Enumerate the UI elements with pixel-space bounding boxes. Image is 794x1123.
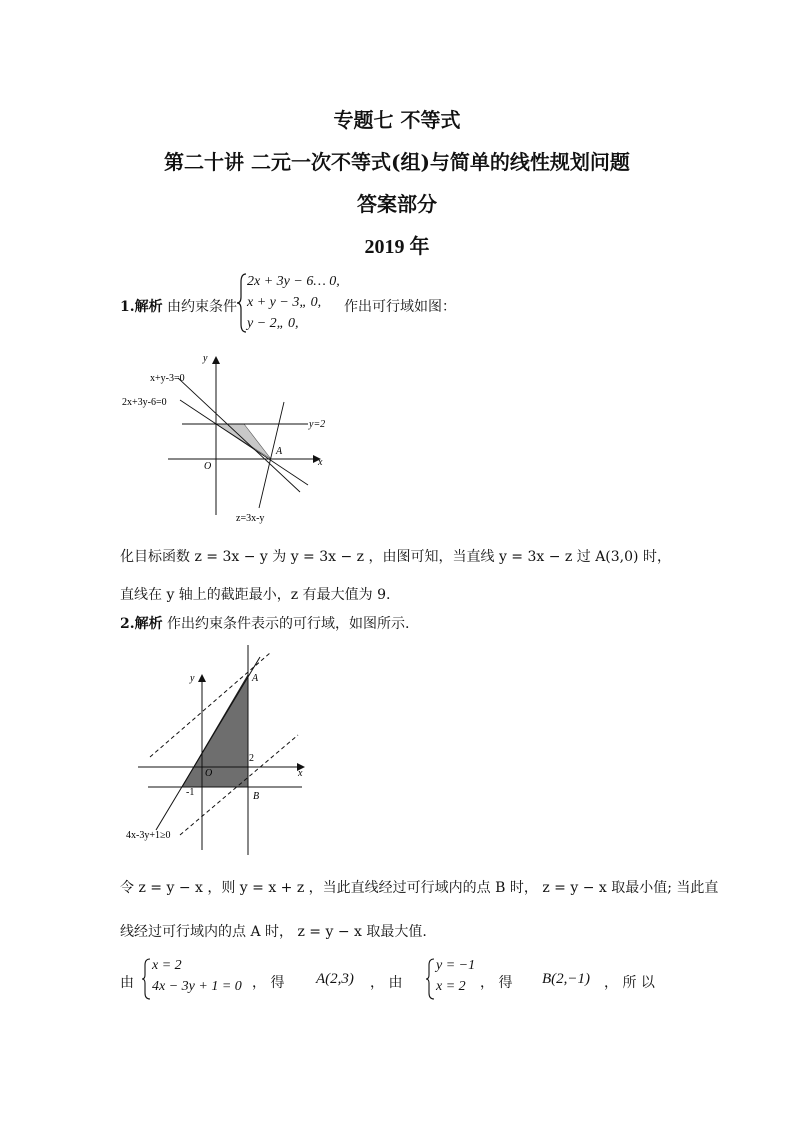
- problem2-text1: 令 z = y − x ，则 y = x + z ，当此直线经过可行域内的点 B 时， z = y − x 取最小值; 当此直: [120, 880, 719, 896]
- label-line2: 2x+3y-6=0: [122, 397, 167, 408]
- sys1-line1: x = 2: [152, 958, 182, 973]
- label-y: y: [203, 353, 208, 364]
- brace-icon: [425, 957, 435, 1001]
- problem2-intro: 作出约束条件表示的可行域，如图所示.: [167, 616, 410, 632]
- text3-you: 由: [120, 975, 134, 991]
- problem2-label: 2.解析: [120, 616, 163, 632]
- point-A: A(2,3): [316, 971, 354, 987]
- problem1-text1: 化目标函数 z = 3x − y 为 y = 3x − z ，由图可知，当直线 y = 3x − z 过 A(3,0) 时，: [120, 549, 671, 565]
- label-y2: y=2: [309, 419, 326, 430]
- label-B-2: B: [253, 791, 260, 802]
- problem2-text2: 线经过可行域内的点 A 时， z = y − x 取最大值.: [120, 924, 427, 940]
- label-line1: x+y-3=0: [150, 373, 185, 384]
- sys1-line2: 4x − 3y + 1 = 0: [152, 979, 242, 994]
- figure2: [120, 645, 320, 855]
- label-O: O: [204, 461, 212, 472]
- text3-end: ， 所 以: [604, 975, 655, 991]
- line-1: [178, 378, 300, 492]
- label-A: A: [276, 446, 283, 457]
- section-title: 答案部分: [357, 192, 437, 216]
- label-y-2: y: [190, 673, 195, 684]
- brace-icon: [141, 957, 151, 1001]
- figure1: [110, 345, 350, 530]
- label-x: x: [318, 457, 323, 468]
- label-2-2: 2: [249, 753, 254, 764]
- sys2-line1: y = −1: [436, 958, 476, 973]
- text3-de2: ， 得: [480, 975, 513, 991]
- chapter-title: 专题七 不等式: [333, 108, 461, 132]
- problem1-label: 1.解析: [120, 299, 163, 315]
- label-x-2: x: [298, 768, 303, 779]
- lecture-title: 第二十讲 二元一次不等式(组)与简单的线性规划问题: [164, 150, 630, 174]
- problem1-after: 作出可行域如图：: [344, 299, 456, 315]
- label-z: z=3x-y: [236, 513, 265, 524]
- problem1-text2: 直线在 y 轴上的截距最小，z 有最大值为 9.: [120, 587, 391, 603]
- year-title: 2019 年: [364, 236, 430, 258]
- problem1-intro: 由约束条件: [167, 299, 237, 315]
- sys2-line2: x = 2: [436, 979, 466, 994]
- label-A-2: A: [252, 673, 259, 684]
- label-O-2: O: [205, 768, 213, 779]
- text3-you2: ， 由: [370, 975, 403, 991]
- constraint-2: x + y − 3„ 0,: [247, 295, 322, 310]
- point-B: B(2,−1): [542, 971, 591, 987]
- label-ineq-2: 4x-3y+1≥0: [126, 830, 171, 841]
- text3-de: ， 得: [252, 975, 285, 991]
- constraint-3: y − 2„ 0,: [247, 316, 299, 331]
- constraint-1: 2x + 3y − 6… 0,: [247, 274, 340, 289]
- line-2: [180, 400, 308, 485]
- label-m1-2: -1: [186, 787, 195, 798]
